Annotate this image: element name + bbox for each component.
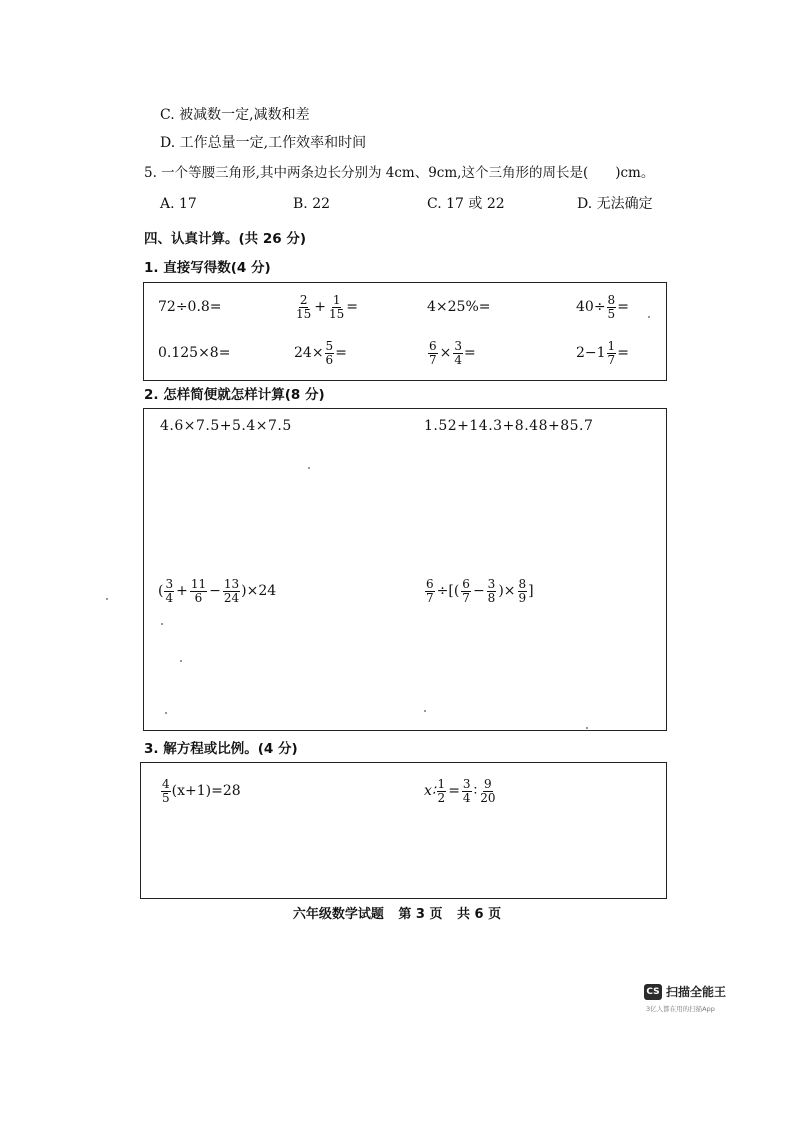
fraction: $\frac{3}{4}$ [462, 776, 471, 805]
fraction: $\frac{3}{4}$ [165, 576, 174, 605]
fraction: $\frac{8}{9}$ [518, 576, 527, 605]
equation-2: x∶ $\frac{1}{2}$ = $\frac{3}{4}$ ∶ $\frac{9}{20}$ [424, 776, 496, 805]
direct-item-4: 40÷ $\frac{8}{5}$ = [576, 292, 629, 321]
part-3-title: 3. 解方程或比例。(4 分) [144, 741, 298, 757]
fraction: $\frac{2}{15}$ [296, 292, 312, 321]
q5-option-b: B. 22 [293, 196, 331, 212]
fraction: $\frac{3}{8}$ [487, 576, 496, 605]
part-1-title: 1. 直接写得数(4 分) [144, 260, 271, 276]
scan-speck [586, 727, 588, 729]
equation-1: $\frac{4}{5}$ (x+1)=28 [162, 776, 241, 805]
fraction: $\frac{9}{20}$ [480, 776, 496, 805]
fraction: $\frac{1}{7}$ [607, 338, 616, 367]
scan-speck [424, 710, 426, 712]
footer-total: 共 6 页 [457, 907, 502, 922]
direct-item-2: $\frac{2}{15}$ + $\frac{1}{15}$ = [296, 292, 359, 321]
scan-speck [308, 467, 310, 469]
direct-item-5: 0.125×8= [158, 345, 231, 361]
simplify-item-4: $\frac{6}{7}$ ÷[( $\frac{6}{7}$ − $\frac{3}{8}$ )× $\frac{8}{9}$ ] [426, 576, 534, 605]
fraction: $\frac{4}{5}$ [162, 776, 170, 805]
direct-item-6: 24× $\frac{5}{6}$ = [294, 338, 347, 367]
fraction: $\frac{1}{2}$ [437, 776, 446, 805]
scan-speck [165, 712, 167, 714]
q5-option-a: A. 17 [160, 196, 197, 212]
fraction: $\frac{6}{7}$ [462, 576, 470, 605]
fraction: $\frac{6}{7}$ [426, 576, 434, 605]
q5-option-c: C. 17 或 22 [427, 196, 505, 212]
fraction: $\frac{6}{7}$ [429, 338, 437, 367]
fraction: $\frac{5}{6}$ [325, 338, 334, 367]
fraction: $\frac{3}{4}$ [454, 338, 463, 367]
direct-item-1: 72÷0.8= [158, 299, 222, 315]
fraction: $\frac{8}{5}$ [607, 292, 616, 321]
simplify-box [143, 408, 667, 731]
section-4-title: 四、认真计算。(共 26 分) [144, 231, 307, 247]
footer-page: 第 3 页 [398, 907, 443, 922]
scan-speck [161, 623, 163, 625]
scan-speck [106, 598, 108, 600]
page-footer [0, 903, 794, 922]
choice-c: C. 被减数一定,减数和差 [160, 107, 310, 123]
scan-speck [180, 660, 182, 662]
question-5-stem: 5. 一个等腰三角形,其中两条边长分别为 4cm、9cm,这个三角形的周长是( )cm。 [144, 165, 655, 181]
choice-d: D. 工作总量一定,工作效率和时间 [160, 135, 367, 151]
fraction: $\frac{13}{24}$ [223, 576, 240, 605]
watermark-tagline: 3亿人都在用的扫描App [646, 1005, 715, 1013]
fraction: $\frac{1}{15}$ [329, 292, 345, 321]
simplify-item-3: ( $\frac{3}{4}$ + $\frac{11}{6}$ − $\frac{13}{24}$ )×24 [158, 576, 277, 605]
fraction: $\frac{11}{6}$ [190, 576, 207, 605]
direct-item-8: 2−1 $\frac{1}{7}$ = [576, 338, 629, 367]
footer-title: 六年级数学试题 [292, 907, 384, 922]
direct-item-3: 4×25%= [427, 299, 491, 315]
direct-item-7: $\frac{6}{7}$ × $\frac{3}{4}$ = [429, 338, 476, 367]
simplify-item-1: 4.6×7.5+5.4×7.5 [160, 418, 292, 434]
watermark-name: 扫描全能王 [666, 985, 727, 999]
part-2-title: 2. 怎样简便就怎样计算(8 分) [144, 387, 325, 403]
simplify-item-2: 1.52+14.3+8.48+85.7 [424, 418, 594, 434]
scanner-watermark [644, 983, 726, 1000]
camscanner-logo-icon: CS [644, 984, 662, 1000]
scan-speck [648, 316, 650, 318]
q5-option-d: D. 无法确定 [577, 196, 653, 212]
